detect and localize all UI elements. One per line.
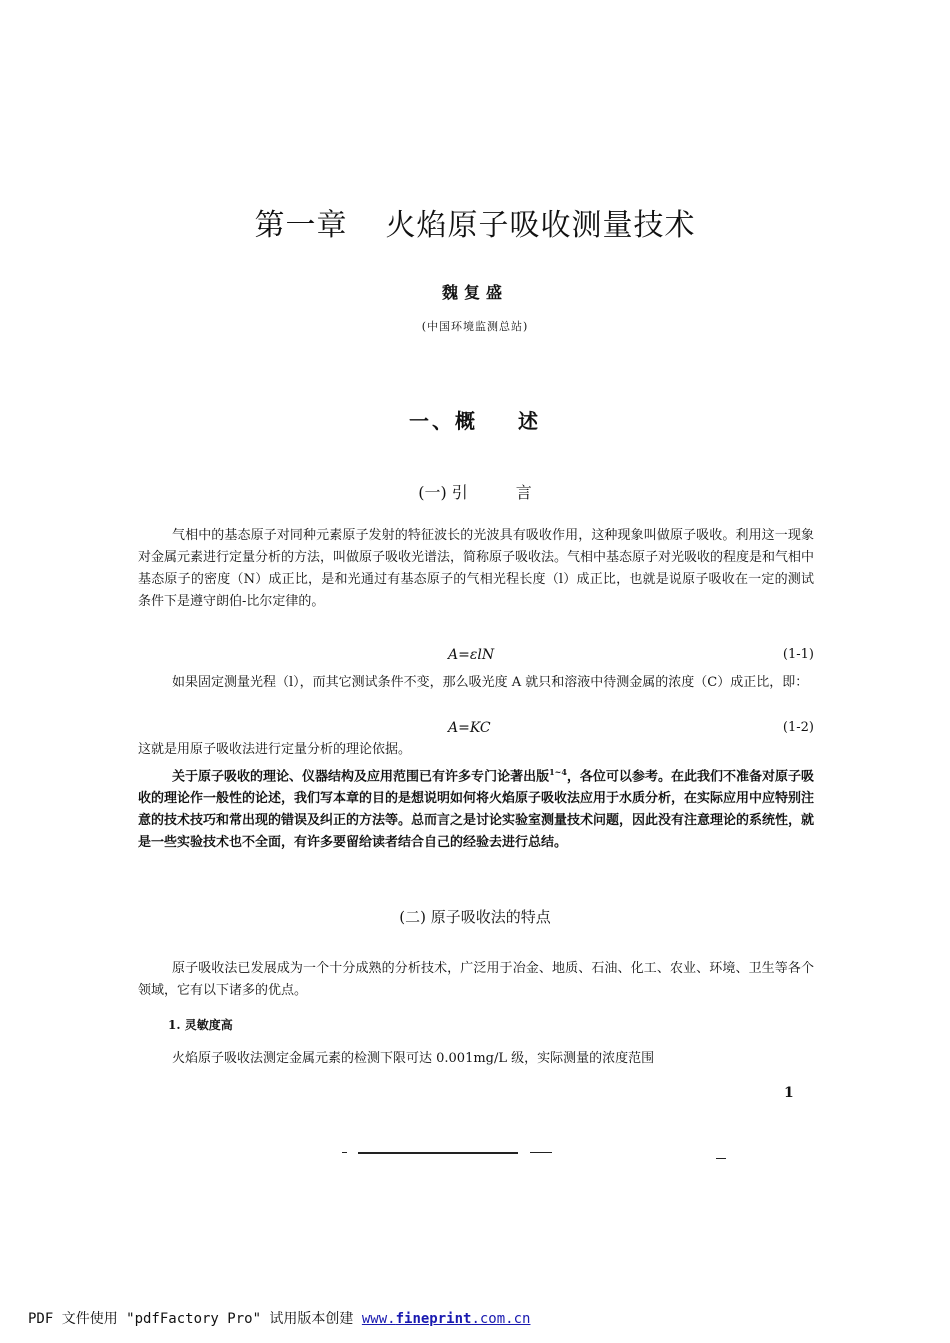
divider xyxy=(342,1152,347,1153)
paragraph-fixed-path: 如果固定测量光程（l），而其它测试条件不变，那么吸光度 A 就只和溶液中待测金属的浓度（C）成正比，即： xyxy=(172,675,809,690)
paragraph-intro: 气相中的基态原子对同种元素原子发射的特征波长的光波具有吸收作用，这种现象叫做原子吸收。利用这一现象对金属元素进行定量分析的方法，叫做原子吸收光谱法，简称原子吸收法。气相中基态原子对光吸收的程度是和气相中基态原子的密度（N）成正比，是和光通过有基态原子的气相光程长度（l）成正比，也就是说原子吸收在一定的测试条件下是遵守朗伯-比尔定律的。 xyxy=(138,528,815,609)
paragraph-sensitivity: 火焰原子吸收法测定金属元素的检测下限可达 0.001mg/L 级，实际测量的浓度范围 xyxy=(172,1051,655,1066)
list-item-heading: 1. 灵敏度高 xyxy=(168,1018,233,1032)
footer-link[interactable]: www.fineprint.com.cn xyxy=(361,1311,531,1327)
subsection-number: (一) 引 xyxy=(418,483,468,502)
chapter-title xyxy=(0,200,950,244)
chapter-title-text: 火焰原子吸收测量技术 xyxy=(385,208,696,243)
paragraph-features: 原子吸收法已发展成为一个十分成熟的分析技术，广泛用于冶金、地质、石油、化工、农业、环境、卫生等各个领域，它有以下诸多的优点。 xyxy=(138,961,814,998)
equation-number: (1-1) xyxy=(782,647,814,662)
divider xyxy=(530,1152,552,1153)
scope-text-a: 关于原子吸收的理论、仪器结构及应用范围已有许多专门论著出版 xyxy=(172,769,550,785)
equation-formula: A=εlN xyxy=(448,647,495,663)
subsection-heading-intro xyxy=(0,480,950,503)
divider xyxy=(358,1152,518,1154)
subsection-title: 言 xyxy=(515,483,532,502)
section-heading xyxy=(0,405,950,434)
pdf-footer xyxy=(28,1308,530,1328)
equation-formula: A=KC xyxy=(448,720,491,736)
reference-superscript: 1~4 xyxy=(549,767,567,777)
footer-text: PDF 文件使用 "pdfFactory Pro" 试用版本创建 xyxy=(28,1311,362,1327)
subsection-heading-features: (二) 原子吸收法的特点 xyxy=(399,908,551,926)
section-title: 述 xyxy=(518,409,541,433)
section-number: 一、概 xyxy=(409,409,478,433)
author-name: 魏复盛 xyxy=(441,283,508,302)
scope-text-b: ，各位可以参考。在此我们不准备对原子吸收的理论作一般性的论述，我们写本章的目的是想说明如何将火焰原子吸收法应用于水质分析，在实际应用中应特别注意的技术技巧和常出现的错误及纠正的方法等。总而言之是讨论实验室测量技术问题，因此没有注意理论的系统性，就是一些实验技术也不全面，有许多要留给读者结合自己的经验去进行总结。 xyxy=(138,769,815,851)
paragraph-scope xyxy=(138,761,814,854)
chapter-number: 第一章 xyxy=(254,208,348,243)
paragraph-theory-basis: 这就是用原子吸收法进行定量分析的理论依据。 xyxy=(138,742,412,757)
equation-number: (1-2) xyxy=(782,720,814,735)
author-affiliation: (中国环境监测总站) xyxy=(421,320,529,333)
divider xyxy=(716,1158,726,1159)
page-number: 1 xyxy=(784,1085,794,1101)
